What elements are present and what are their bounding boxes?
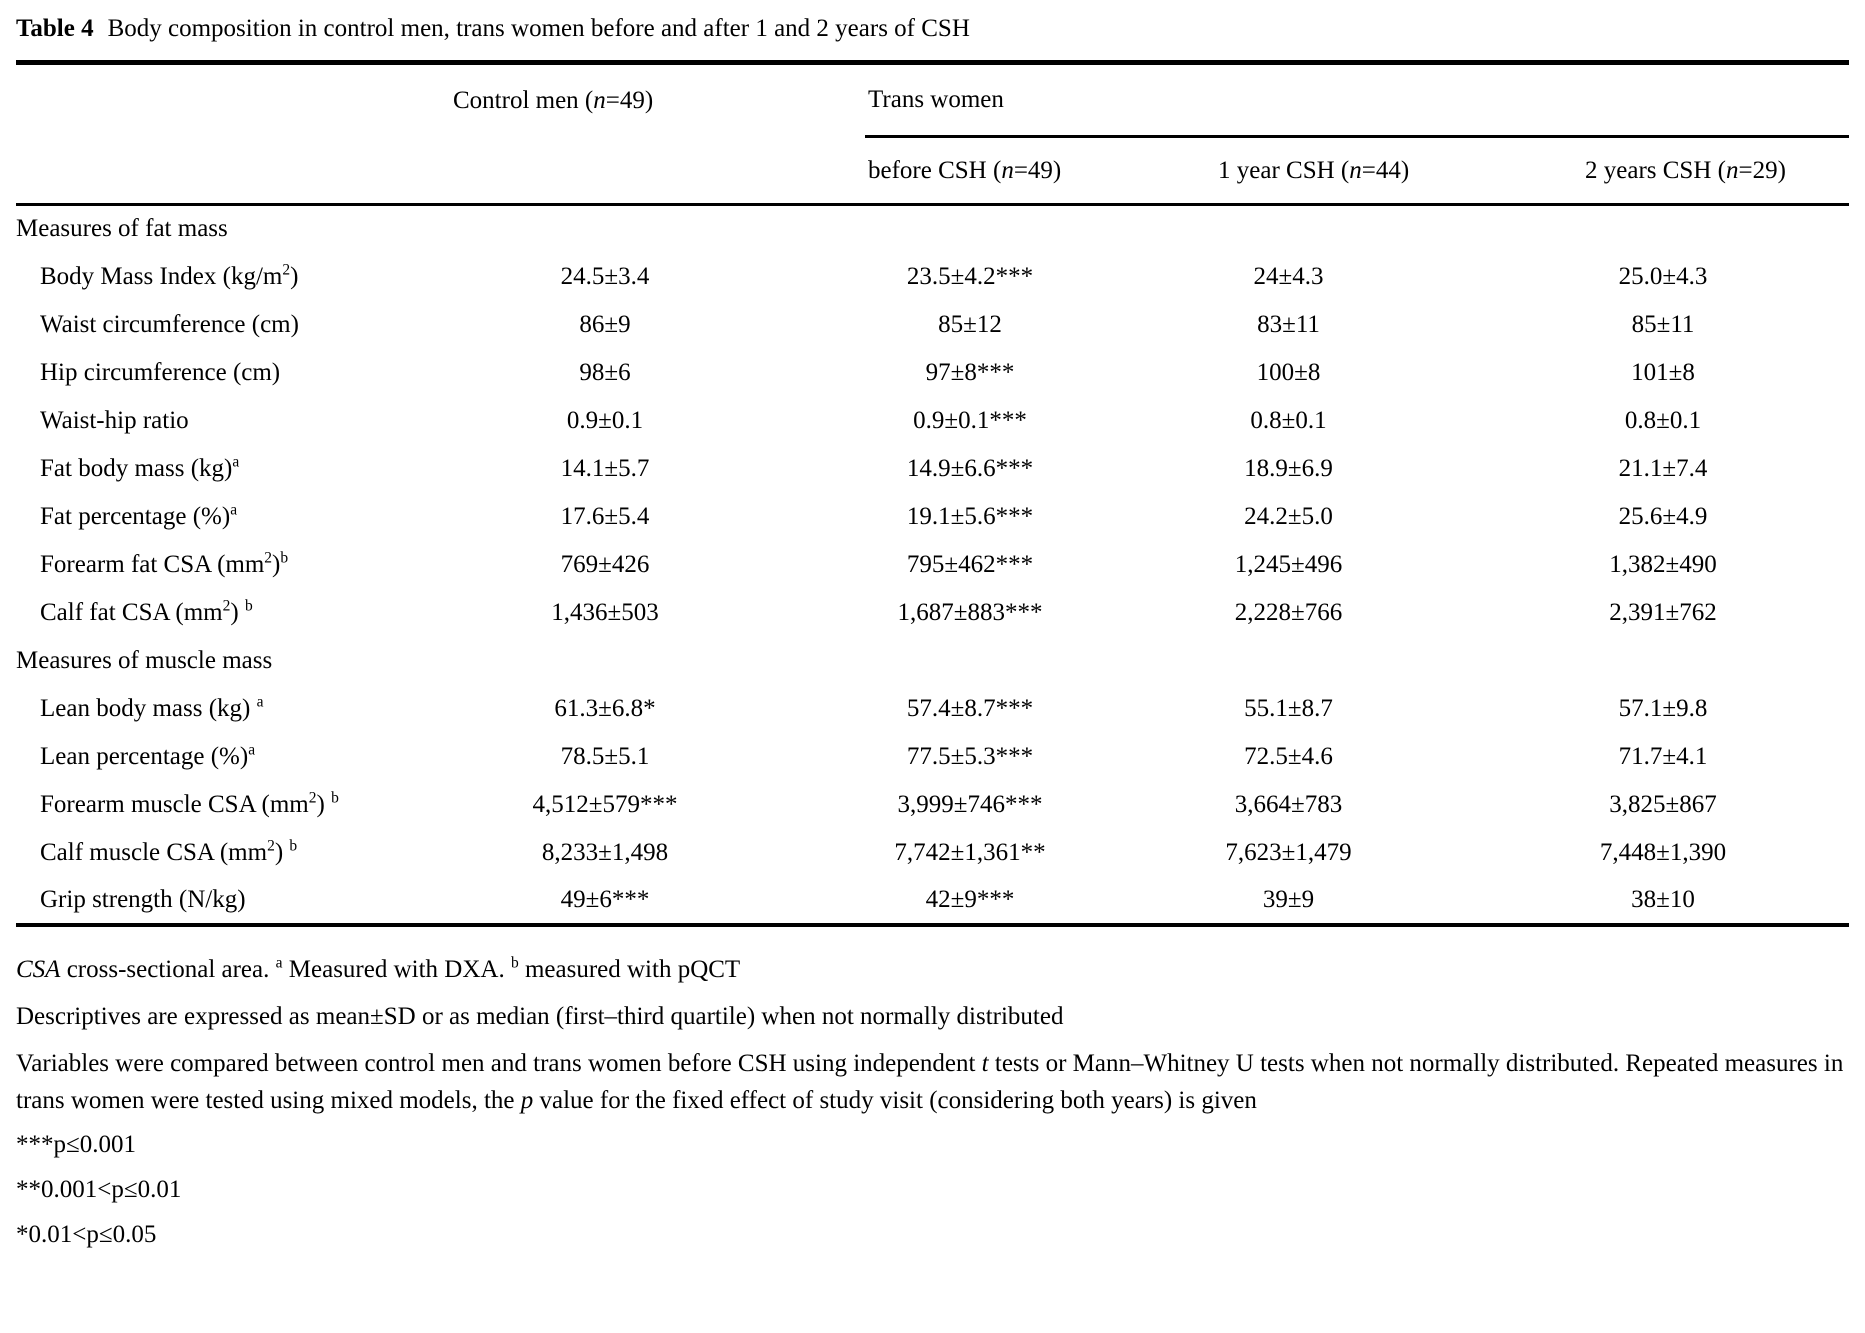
cell-value: 1,382±490	[1609, 550, 1717, 578]
cell-value: 24±4.3	[1253, 262, 1324, 290]
cell-value: 24.5±3.4	[560, 262, 650, 290]
cell-value: 3,664±783	[1234, 790, 1343, 818]
cell-value: 25.6±4.9	[1618, 502, 1708, 530]
cell-value: 795±462***	[906, 550, 1034, 578]
row-label: Lean body mass (kg) $^a$	[40, 693, 264, 722]
cell-value: 4,512±579***	[532, 790, 678, 818]
cell-value: 7,742±1,361**	[894, 838, 1046, 866]
cell-value: 18.9±6.9	[1244, 454, 1333, 482]
cell-value: 71.7±4.1	[1618, 742, 1708, 770]
table-row	[16, 349, 1849, 397]
cell-value: 14.9±6.6***	[906, 454, 1034, 482]
cell-value: 39±9	[1262, 885, 1315, 913]
row-label: Waist-hip ratio	[40, 406, 189, 434]
table-row	[16, 301, 1849, 349]
cell-value: 1,245±496	[1234, 550, 1343, 578]
cell-value: 25.0±4.3	[1618, 262, 1708, 290]
row-label: Fat body mass (kg)$^a$	[40, 453, 240, 482]
cell-value: 0.8±0.1	[1250, 406, 1327, 434]
table-row	[16, 397, 1849, 445]
cell-value: 77.5±5.3***	[906, 742, 1034, 770]
row-label: Calf muscle CSA $(mm^2)$ $^b$	[40, 837, 298, 866]
table-caption	[16, 12, 1849, 46]
table-row	[16, 589, 1849, 637]
table-number: Table 4	[16, 15, 94, 42]
significance-note-1-star: *0.01<p≤0.05	[16, 1220, 157, 1248]
header-empty-cell	[16, 63, 447, 137]
table-row	[16, 253, 1849, 301]
cell-value: 7,448±1,390	[1599, 838, 1727, 866]
table-body	[16, 205, 1849, 925]
cell-value: 101±8	[1631, 358, 1695, 386]
header-row-groups	[16, 63, 1849, 137]
table-row	[16, 445, 1849, 493]
row-label: Calf fat CSA $(mm^2)$ $^b$	[40, 597, 253, 626]
cell-value: 78.5±5.1	[560, 742, 650, 770]
column-header-1-year-csh: 1 year CSH (n=44)	[1218, 156, 1410, 184]
table-row	[16, 829, 1849, 877]
footnote-abbreviations: CSA cross-sectional area. $^a$ Measured with DXA. $^b$ measured with pQCT	[16, 954, 741, 983]
row-label: Grip strength (N/kg)	[40, 885, 246, 913]
cell-value: 98±6	[579, 358, 631, 386]
cell-value: 85±12	[938, 310, 1002, 338]
cell-value: 85±11	[1631, 310, 1695, 338]
header-empty-cell	[16, 137, 447, 205]
row-label: Hip circumference (cm)	[40, 358, 281, 386]
section-label: Measures of muscle mass	[16, 646, 273, 674]
column-header-2-years-csh: 2 years CSH (n=29)	[1585, 156, 1786, 184]
cell-value: 2,391±762	[1609, 598, 1717, 626]
column-header-control-men: Control men (n=49)	[453, 86, 654, 114]
cell-value: 3,825±867	[1609, 790, 1717, 818]
cell-value: 14.1±5.7	[560, 454, 650, 482]
cell-value: 86±9	[579, 310, 631, 338]
cell-value: 100±8	[1256, 358, 1321, 386]
row-label: Waist circumference (cm)	[40, 310, 299, 338]
table-block	[16, 12, 1849, 1254]
table-header	[16, 63, 1849, 205]
cell-value: 38±10	[1631, 885, 1695, 913]
table-row	[16, 781, 1849, 829]
cell-value: 0.9±0.1***	[913, 406, 1027, 434]
cell-value: 19.1±5.6***	[906, 502, 1034, 530]
row-label: Body Mass Index $(kg/m^2)$	[40, 261, 299, 290]
section-label: Measures of fat mass	[16, 215, 228, 243]
cell-value: 1,687±883***	[897, 598, 1043, 626]
table-title-text: Body composition in control men, trans women before and after 1 and 2 years of CSH	[107, 15, 970, 42]
cell-value: 769±426	[560, 550, 650, 578]
significance-note-3-stars: ***p≤0.001	[16, 1130, 136, 1158]
cell-value: 8,233±1,498	[541, 838, 669, 866]
cell-value: 97±8***	[925, 358, 1015, 386]
column-header-before-csh: before CSH (n=49)	[868, 156, 1062, 184]
header-row-subcolumns	[16, 137, 1849, 205]
table-row	[16, 877, 1849, 925]
cell-value: 0.8±0.1	[1624, 406, 1702, 434]
footnote-descriptives: Descriptives are expressed as mean±SD or as median (first–third quartile) when not normally distributed	[16, 1002, 1064, 1030]
header-empty-cell	[447, 137, 865, 205]
section-row	[16, 205, 1849, 253]
cell-value: 57.4±8.7***	[906, 694, 1034, 722]
table-row	[16, 733, 1849, 781]
section-row	[16, 637, 1849, 685]
cell-value: 61.3±6.8*	[554, 694, 656, 722]
cell-value: 72.5±4.6	[1244, 742, 1333, 770]
cell-value: 55.1±8.7	[1244, 694, 1333, 722]
significance-note-2-stars: **0.001<p≤0.01	[16, 1175, 182, 1203]
cell-value: 3,999±746***	[897, 790, 1043, 818]
cell-value: 7,623±1,479	[1225, 838, 1352, 866]
table-footnotes	[16, 951, 1849, 1254]
cell-value: 23.5±4.2***	[906, 262, 1034, 290]
row-label: Forearm fat CSA $(mm^2)^b$	[40, 549, 289, 578]
cell-value: 83±11	[1257, 310, 1320, 338]
body-composition-table	[16, 60, 1849, 927]
table-row	[16, 541, 1849, 589]
cell-value: 49±6***	[560, 885, 650, 913]
cell-value: 57.1±9.8	[1618, 694, 1708, 722]
cell-value: 0.9±0.1	[566, 406, 644, 434]
footnote-statistics: Variables were compared between control men and trans women before CSH using independent t tests or Mann–Whitney U tests when not normally distributed. Repeated measures in trans women were tested using mixed models, the p value for the fixed effect of study visit (considering both years) is given	[16, 1049, 1844, 1114]
cell-value: 21.1±7.4	[1618, 454, 1708, 482]
table-row	[16, 685, 1849, 733]
cell-value: 42±9***	[925, 885, 1015, 913]
cell-value: 17.6±5.4	[560, 502, 650, 530]
table-row	[16, 493, 1849, 541]
cell-value: 24.2±5.0	[1244, 502, 1333, 530]
row-label: Lean percentage (%)$^a$	[40, 741, 256, 770]
row-label: Fat percentage (%)$^a$	[40, 501, 238, 530]
cell-value: 2,228±766	[1234, 598, 1343, 626]
row-label: Forearm muscle CSA $(mm^2)$ $^b$	[40, 789, 339, 818]
column-group-trans-women: Trans women	[865, 63, 1849, 137]
cell-value: 1,436±503	[551, 598, 659, 626]
